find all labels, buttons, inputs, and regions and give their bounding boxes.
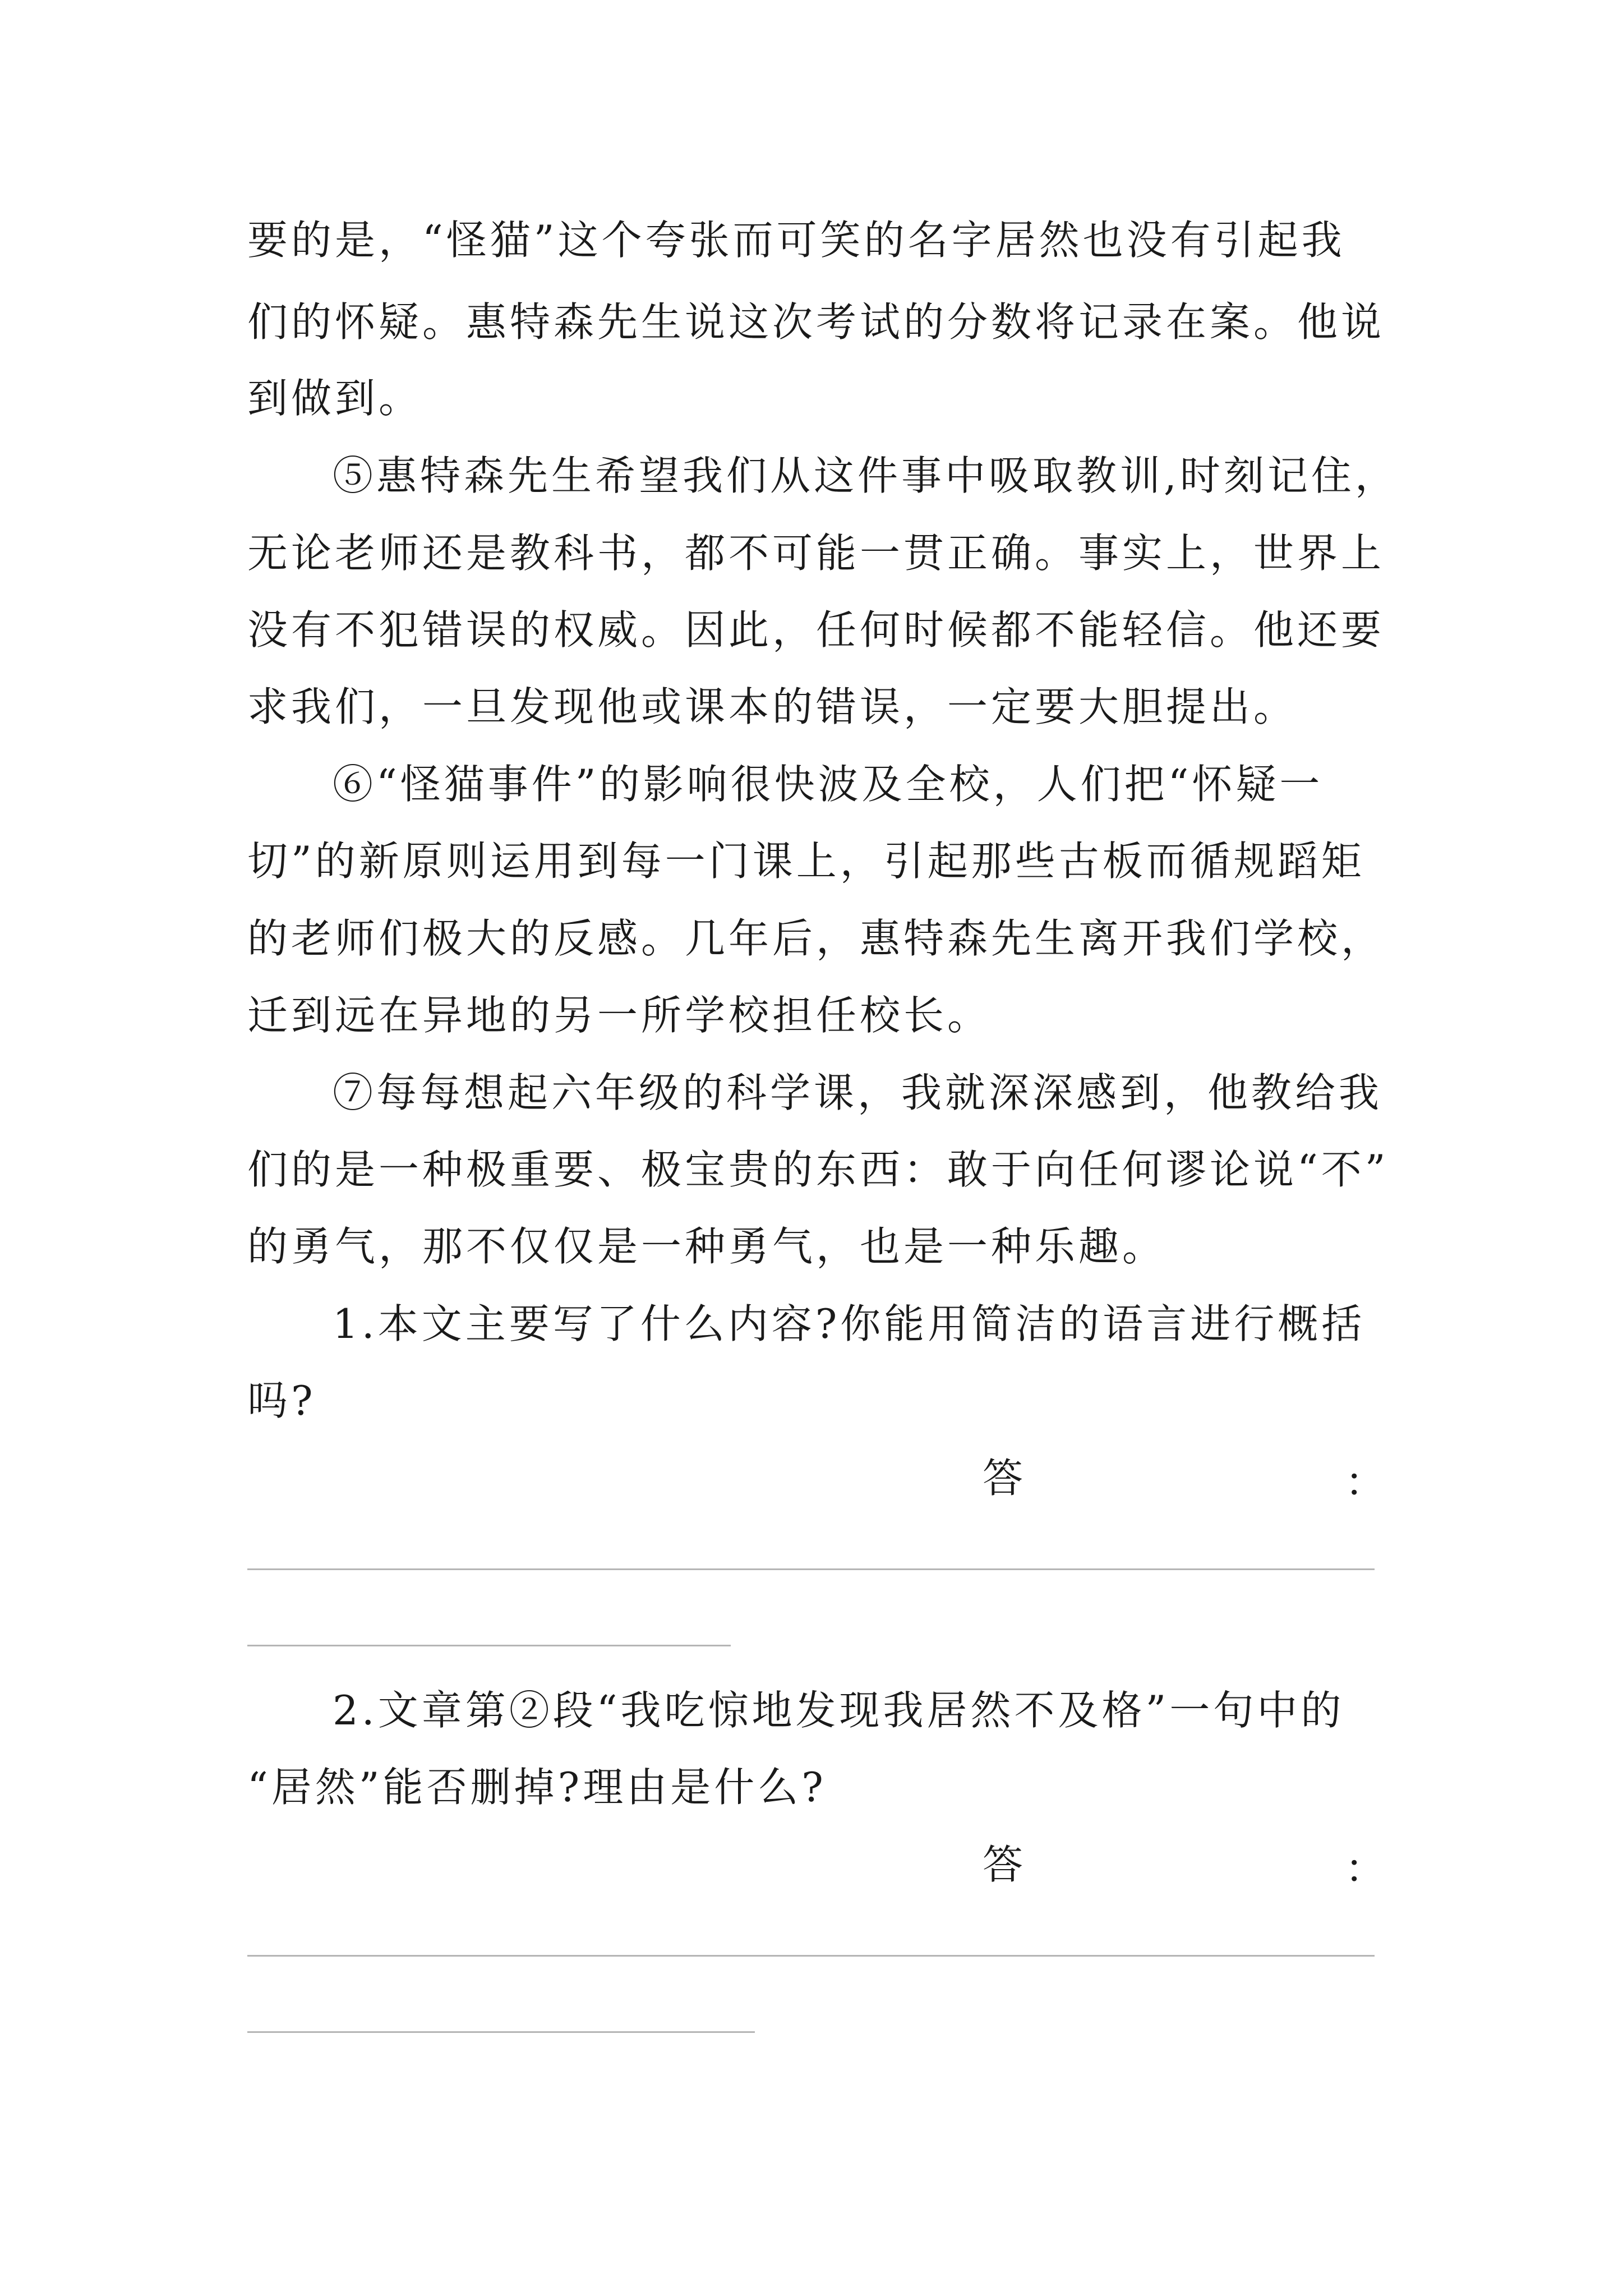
paragraph-4-line-3: 到做到。 [247, 375, 423, 422]
answer-line-1b[interactable] [247, 1645, 731, 1646]
paragraph-7-line-2: 们的是一种极重要、极宝贵的东西：敢于向任何谬论说“不” [247, 1146, 1389, 1193]
paragraph-4-line-1: 要的是，“怪猫”这个夸张而可笑的名字居然也没有引起我 [247, 217, 1345, 264]
paragraph-7-line-1: ⑦每每想起六年级的科学课，我就深深感到，他教给我 [333, 1069, 1383, 1116]
question-1-line-2: 吗? [247, 1377, 316, 1424]
paragraph-5-line-4: 求我们，一旦发现他或课本的错误，一定要大胆提出。 [247, 683, 1298, 730]
paragraph-7-line-3: 的勇气，那不仅仅是一种勇气，也是一种乐趣。 [247, 1223, 1166, 1270]
answer-line-2b[interactable] [247, 2031, 755, 2033]
paragraph-5-line-3: 没有不犯错误的权威。因此，任何时候都不能轻信。他还要 [247, 606, 1385, 654]
answer-colon-2: ： [1345, 1845, 1386, 1892]
question-1-line-1: 1.本文主要写了什么内容?你能用简洁的语言进行概括 [333, 1300, 1366, 1347]
answer-line-1a[interactable] [247, 1568, 1375, 1570]
paragraph-6-line-3: 的老师们极大的反感。几年后，惠特森先生离开我们学校， [247, 915, 1385, 962]
paragraph-6-line-1: ⑥“怪猫事件”的影响很快波及全校，人们把“怀疑一 [333, 761, 1324, 808]
answer-line-2a[interactable] [247, 1955, 1375, 1957]
question-2-line-2: “居然”能否删掉?理由是什么? [247, 1764, 827, 1811]
paragraph-4-line-2: 们的怀疑。惠特森先生说这次考试的分数将记录在案。他说 [247, 298, 1385, 346]
paragraph-5-line-1: ⑤惠特森先生希望我们从这件事中吸取教训,时刻记住， [333, 452, 1399, 499]
paragraph-6-line-4: 迁到远在异地的另一所学校担任校长。 [247, 992, 992, 1039]
question-2-line-1: 2.文章第②段“我吃惊地发现我居然不及格”一句中的 [333, 1687, 1345, 1734]
paragraph-6-line-2: 切”的新原则运用到每一门课上，引起那些古板而循规蹈矩 [247, 838, 1365, 885]
answer-label-2: 答 [983, 1841, 1023, 1888]
paragraph-5-line-2: 无论老师还是教科书，都不可能一贯正确。事实上，世界上 [247, 530, 1385, 577]
answer-label-1: 答 [983, 1455, 1023, 1502]
answer-colon-1: ： [1345, 1458, 1386, 1506]
